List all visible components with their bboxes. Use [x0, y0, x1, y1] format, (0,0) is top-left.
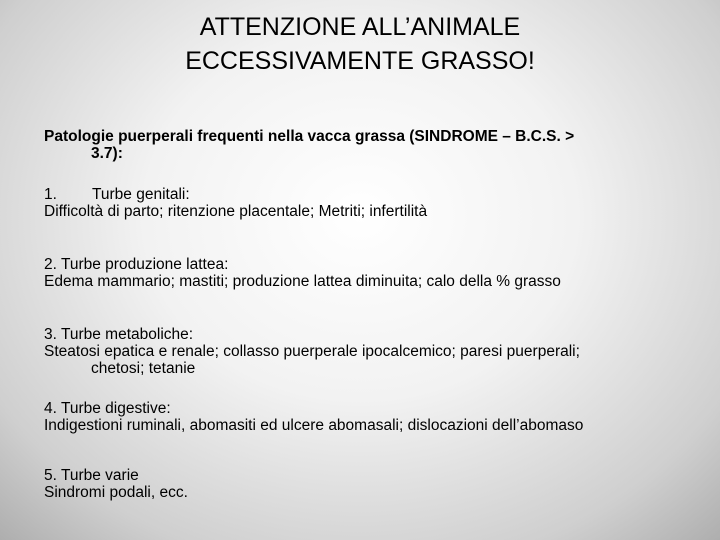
list-item-heading	[44, 186, 704, 203]
list-item-number: 1.	[44, 186, 57, 203]
list-item-milk	[44, 256, 704, 290]
intro-paragraph	[44, 128, 704, 162]
list-item-detail: Difficoltà di parto; ritenzione placentale; Metriti; infertilità	[44, 203, 428, 220]
list-item-digestive	[44, 400, 704, 434]
list-item-heading: 5. Turbe varie	[44, 467, 139, 484]
intro-line-2: 3.7):	[91, 145, 123, 162]
slide-title	[0, 10, 720, 78]
list-item-metabolic	[44, 326, 704, 377]
slide-body	[44, 128, 704, 501]
list-item-heading: 3. Turbe metaboliche:	[44, 326, 194, 343]
list-item-genital	[44, 186, 704, 220]
list-item-detail: Sindromi podali, ecc.	[44, 484, 188, 501]
list-item-detail-line-1: Steatosi epatica e renale; collasso puerperale ipocalcemico; paresi puerperali;	[44, 343, 580, 360]
list-item-heading: 2. Turbe produzione lattea:	[44, 256, 229, 273]
list-item-heading-text: Turbe genitali:	[92, 186, 190, 203]
list-item-detail: Edema mammario; mastiti; produzione lattea diminuita; calo della % grasso	[44, 273, 561, 290]
intro-line-1: Patologie puerperali frequenti nella vacca grassa (SINDROME – B.C.S. >	[44, 128, 575, 145]
title-line-2: ECCESSIVAMENTE GRASSO!	[185, 47, 535, 75]
list-item-detail	[44, 343, 704, 377]
list-item-detail-line-2: chetosi; tetanie	[91, 360, 196, 377]
list-item-heading: 4. Turbe digestive:	[44, 400, 171, 417]
title-line-1: ATTENZIONE ALL’ANIMALE	[199, 13, 521, 41]
list-item-various	[44, 467, 704, 501]
list-item-detail: Indigestioni ruminali, abomasiti ed ulcere abomasali; dislocazioni dell’abomaso	[44, 417, 584, 434]
